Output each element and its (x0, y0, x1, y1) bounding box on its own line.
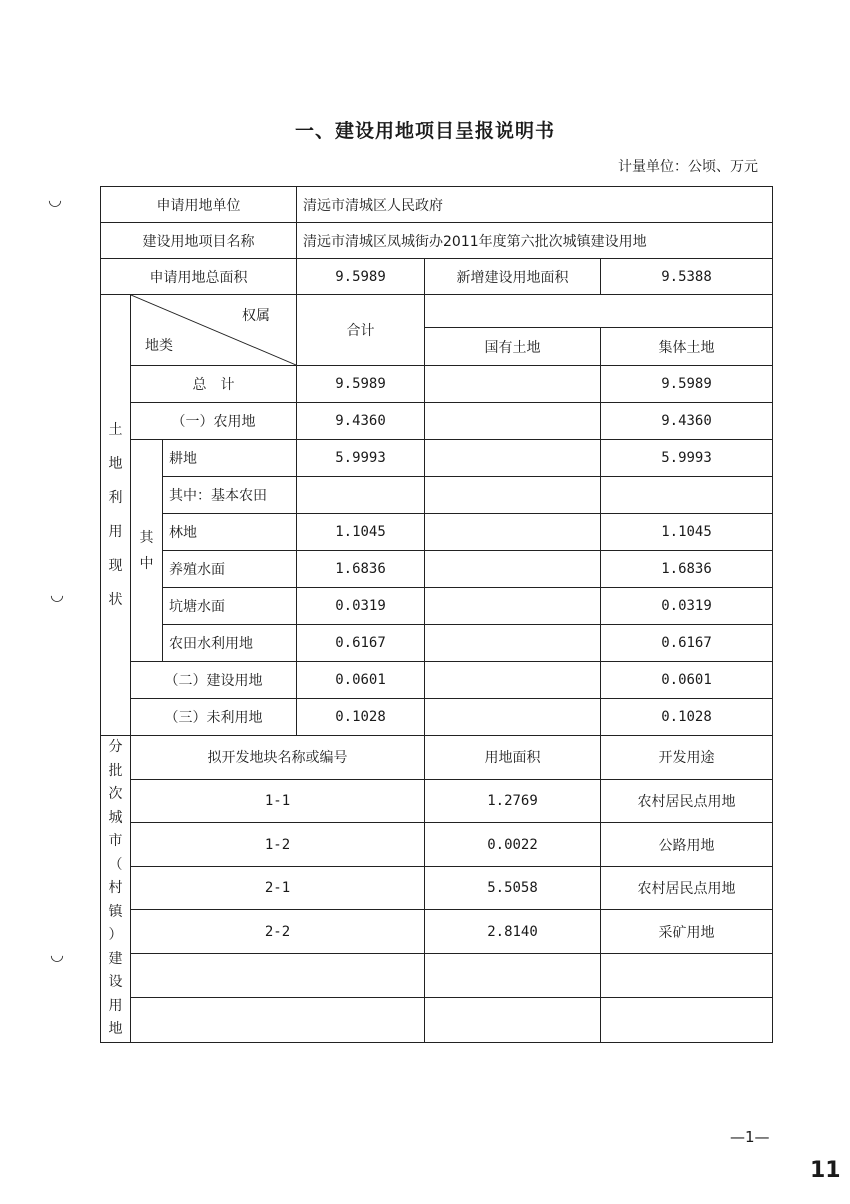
batch-row (101, 910, 773, 954)
binder-hole-mark: ◡ (50, 585, 64, 604)
applicant-value: 清远市清城区人民政府 (297, 187, 773, 223)
row-collective: 9.5989 (601, 366, 773, 403)
state-land-header: 国有土地 (425, 328, 601, 366)
batch-row (101, 779, 773, 823)
row-label: 总 计 (131, 366, 297, 403)
row-state (425, 699, 601, 736)
project-label: 建设用地项目名称 (101, 223, 297, 259)
row-label: 林地 (163, 514, 297, 551)
project-row (101, 223, 773, 259)
row-total (297, 477, 425, 514)
row-label: （二）建设用地 (131, 662, 297, 699)
row-total: 0.6167 (297, 625, 425, 662)
row-label: 养殖水面 (163, 551, 297, 588)
landuse-row (101, 403, 773, 440)
area-row (101, 259, 773, 295)
parcel-name (131, 997, 425, 1042)
row-state (425, 440, 601, 477)
row-label: 坑塘水面 (163, 588, 297, 625)
landuse-row (101, 477, 773, 514)
parcel-area: 0.0022 (425, 823, 601, 867)
row-collective: 1.1045 (601, 514, 773, 551)
row-state (425, 625, 601, 662)
parcel-use: 采矿用地 (601, 910, 773, 954)
landuse-row (101, 366, 773, 403)
total-column-header: 合计 (297, 295, 425, 366)
page-number: —1— (730, 1128, 770, 1146)
sub-category-label: 其 中 (131, 440, 163, 662)
parcel-area: 2.8140 (425, 910, 601, 954)
row-collective: 0.1028 (601, 699, 773, 736)
parcel-name: 1-1 (131, 779, 425, 823)
row-total: 5.9993 (297, 440, 425, 477)
row-state (425, 662, 601, 699)
row-collective: 1.6836 (601, 551, 773, 588)
row-collective: 5.9993 (601, 440, 773, 477)
row-collective: 0.0601 (601, 662, 773, 699)
parcel-area (425, 997, 601, 1042)
landuse-header-row-1 (101, 295, 773, 328)
parcel-use-header: 开发用途 (601, 736, 773, 780)
new-area-label: 新增建设用地面积 (425, 259, 601, 295)
unit-note: 计量单位：公顷、万元 (618, 159, 758, 175)
parcel-area-header: 用地面积 (425, 736, 601, 780)
row-state (425, 403, 601, 440)
parcel-use: 农村居民点用地 (601, 779, 773, 823)
parcel-name: 1-2 (131, 823, 425, 867)
collective-land-header: 集体土地 (601, 328, 773, 366)
parcel-use (601, 997, 773, 1042)
parcel-area: 1.2769 (425, 779, 601, 823)
batch-row (101, 954, 773, 998)
landuse-row (101, 588, 773, 625)
landuse-section-label: 土 地 利 用 现 状 (101, 295, 131, 736)
row-total: 9.4360 (297, 403, 425, 440)
parcel-area (425, 954, 601, 998)
document-title: 一、建设用地项目呈报说明书 (294, 120, 555, 142)
row-collective: 0.6167 (601, 625, 773, 662)
landuse-row (101, 625, 773, 662)
land-application-table (100, 186, 773, 1043)
row-total: 1.1045 (297, 514, 425, 551)
parcel-name: 2-1 (131, 866, 425, 910)
ownership-category-header: 权属 地类 (131, 295, 297, 366)
landuse-row (101, 662, 773, 699)
landuse-row (101, 440, 773, 477)
row-label: 农田水利用地 (163, 625, 297, 662)
row-state (425, 551, 601, 588)
row-label: （一）农用地 (131, 403, 297, 440)
applicant-label: 申请用地单位 (101, 187, 297, 223)
batch-header-row (101, 736, 773, 780)
row-collective (601, 477, 773, 514)
project-value: 清远市清城区凤城街办2011年度第六批次城镇建设用地 (297, 223, 773, 259)
row-state (425, 477, 601, 514)
parcel-name-header: 拟开发地块名称或编号 (131, 736, 425, 780)
row-total: 0.1028 (297, 699, 425, 736)
corner-mark: 11 (810, 1158, 841, 1183)
binder-hole-mark: ◡ (48, 190, 62, 209)
landuse-row (101, 551, 773, 588)
parcel-area: 5.5058 (425, 866, 601, 910)
batch-row (101, 823, 773, 867)
new-area-value: 9.5388 (601, 259, 773, 295)
parcel-use: 农村居民点用地 (601, 866, 773, 910)
row-total: 0.0319 (297, 588, 425, 625)
batch-section-label: 分 批 次 城 市 （ 村 镇 ） 建 设 用 地 (101, 736, 131, 1043)
parcel-use: 公路用地 (601, 823, 773, 867)
row-state (425, 588, 601, 625)
row-collective: 0.0319 (601, 588, 773, 625)
applicant-row (101, 187, 773, 223)
landuse-row (101, 514, 773, 551)
batch-row (101, 997, 773, 1042)
parcel-use (601, 954, 773, 998)
row-state (425, 366, 601, 403)
parcel-name (131, 954, 425, 998)
row-label: （三）未利用地 (131, 699, 297, 736)
row-total: 1.6836 (297, 551, 425, 588)
binder-hole-mark: ◡ (50, 945, 64, 964)
parcel-name: 2-2 (131, 910, 425, 954)
batch-row (101, 866, 773, 910)
total-area-value: 9.5989 (297, 259, 425, 295)
row-label: 其中：基本农田 (163, 477, 297, 514)
ownership-blank-header (425, 295, 773, 328)
row-collective: 9.4360 (601, 403, 773, 440)
row-total: 9.5989 (297, 366, 425, 403)
row-state (425, 514, 601, 551)
row-label: 耕地 (163, 440, 297, 477)
landuse-row (101, 699, 773, 736)
row-total: 0.0601 (297, 662, 425, 699)
total-area-label: 申请用地总面积 (101, 259, 297, 295)
